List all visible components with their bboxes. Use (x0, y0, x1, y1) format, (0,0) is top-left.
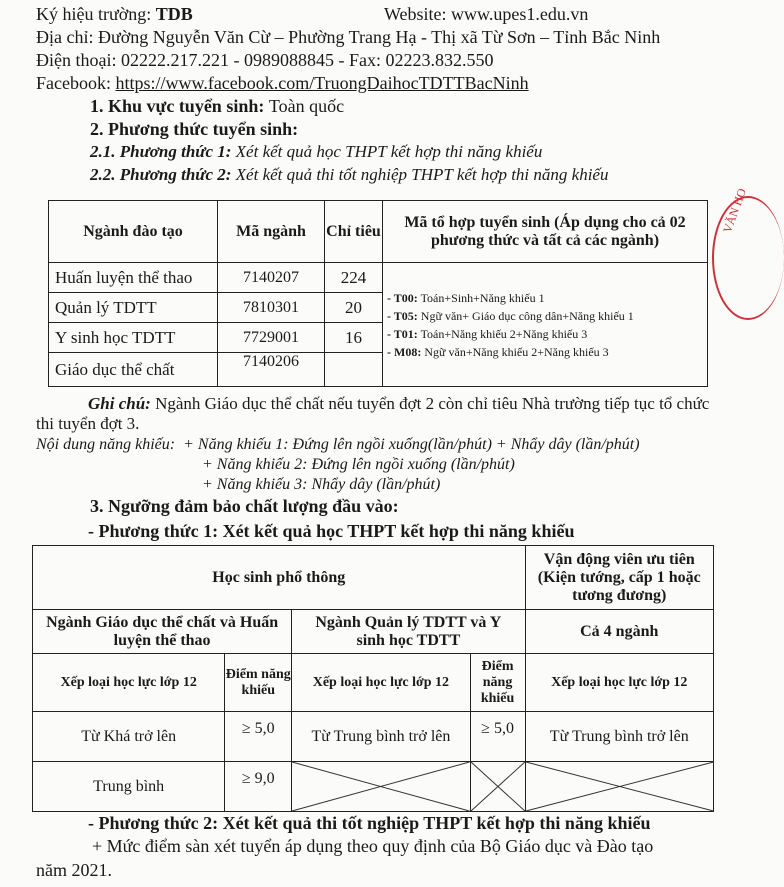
facebook-label: Facebook: (36, 73, 116, 93)
row-code: 7810301 (218, 293, 325, 323)
talent-line-1 (36, 436, 640, 454)
section3-title: 3. Ngưỡng đảm bảo chất lượng đầu vào: (90, 496, 399, 516)
threshold-col-row (33, 654, 714, 712)
row-rank-2: Từ Trung bình trở lên (292, 712, 470, 762)
threshold-table (32, 545, 714, 812)
row-score-2: ≥ 5,0 (470, 712, 525, 762)
combo-item (383, 289, 707, 307)
note-line (88, 394, 709, 414)
group-highschool: Học sinh phổ thông (33, 546, 526, 610)
note-text-2: thi tuyển đợt 3. (36, 414, 140, 433)
table-header-row (49, 201, 708, 263)
header-major: Ngành đào tạo (49, 201, 218, 263)
section2-title: 2. Phương thức tuyển sinh: (90, 119, 299, 139)
sub-all: Cả 4 ngành (525, 610, 713, 654)
website-text: Website: www.upes1.edu.vn (384, 4, 589, 24)
talent-3: + Năng khiếu 3: Nhẩy dây (lần/phút) (202, 476, 441, 493)
combo-item (383, 343, 707, 361)
threshold-group-row (33, 546, 714, 610)
section1-value: Toàn quốc (268, 96, 345, 116)
combo-item (383, 307, 707, 325)
crossed-cell (470, 762, 525, 812)
talent-1: + Năng khiếu 1: Đứng lên ngồi xuống(lần/phút) + Nhẩy dây (lần/phút) (183, 436, 640, 453)
group-athlete: Vận động viên ưu tiên (Kiện tướng, cấp 1 hoặc tương đương) (525, 546, 713, 610)
note-text: Ngành Giáo dục thể chất nếu tuyển đợt 2 còn chỉ tiêu Nhà trường tiếp tục tổ chức (150, 394, 710, 413)
combo-item (383, 325, 707, 343)
header-quota: Chỉ tiêu (325, 201, 383, 263)
method1-label: 2.1. Phương thức 1: (90, 142, 232, 161)
threshold-sub-row (33, 610, 714, 654)
section1-title: 1. Khu vực tuyển sinh: (90, 96, 269, 116)
facebook-link[interactable]: https://www.facebook.com/TruongDaihocTDTTBacNinh (115, 73, 529, 93)
row-code: 7140206 (218, 353, 325, 387)
col-rank-2: Xếp loại học lực lớp 12 (292, 654, 470, 712)
crossed-cell (525, 762, 713, 812)
stamp-text: VĂN HO (720, 186, 750, 235)
row-score-1: ≥ 5,0 (225, 712, 292, 762)
col-score-1: Điểm năng khiếu (225, 654, 292, 712)
combo-cell (383, 263, 708, 387)
note-label: Ghi chú: (88, 394, 151, 413)
phone-text: Điện thoại: 02222.217.221 - 0989088845 - Fax: 02223.832.550 (36, 50, 494, 70)
row-quota: 224 (325, 263, 383, 293)
school-code-line (36, 4, 193, 25)
section1-line (90, 96, 344, 117)
combo-text: Ngữ văn+Năng khiếu 2+Năng khiếu 3 (421, 344, 609, 359)
combo-code: - M08: (387, 344, 422, 359)
row-major: Quản lý TDTT (49, 293, 218, 323)
table-row (49, 263, 708, 293)
row-score-1: ≥ 9,0 (225, 762, 292, 812)
row-code: 7140207 (218, 263, 325, 293)
method2-text: Xét kết quả thi tốt nghiệp THPT kết hợp thi năng khiếu (231, 165, 609, 184)
stamp-edge (712, 196, 784, 320)
crossed-cell (292, 762, 470, 812)
method1-line (90, 142, 542, 162)
combo-code: - T05: (387, 308, 418, 323)
section3-method2-title: - Phương thức 2: Xét kết quả thi tốt nghiệp THPT kết hợp thi năng khiếu (88, 813, 651, 833)
header-combo: Mã tổ hợp tuyển sinh (Áp dụng cho cả 02 phương thức và tất cả các ngành) (383, 201, 708, 263)
row-code: 7729001 (218, 323, 325, 353)
section3-method1-title: - Phương thức 1: Xét kết quả học THPT kết hợp thi năng khiếu (88, 521, 575, 541)
combo-text: Toán+Năng khiếu 2+Năng khiếu 3 (417, 326, 588, 341)
combo-code: - T00: (387, 290, 418, 305)
cross-mark (471, 762, 525, 811)
threshold-row (33, 712, 714, 762)
address-text: Địa chỉ: Đường Nguyễn Văn Cừ – Phường Trang Hạ - Thị xã Từ Sơn – Tỉnh Bắc Ninh (36, 27, 661, 47)
cross-mark (526, 762, 713, 811)
row-major: Huấn luyện thể thao (49, 263, 218, 293)
row-quota (325, 353, 383, 387)
row-rank-3: Từ Trung bình trở lên (525, 712, 713, 762)
row-quota: 20 (325, 293, 383, 323)
method2-note: + Mức điểm sàn xét tuyển áp dụng theo quy định của Bộ Giáo dục và Đào tạo (92, 836, 654, 856)
method2-line (90, 165, 608, 185)
combo-code: - T01: (387, 326, 418, 341)
sub-gdtc: Ngành Giáo dục thể chất và Huấn luyện thể thao (33, 610, 292, 654)
combo-text: Ngữ văn+ Giáo dục công dân+Năng khiếu 1 (417, 308, 634, 323)
row-quota: 16 (325, 323, 383, 353)
school-code: TDB (155, 4, 193, 24)
row-rank-1: Trung bình (33, 762, 225, 812)
combo-text: Toán+Sinh+Năng khiếu 1 (417, 290, 545, 305)
talent-2: + Năng khiếu 2: Đứng lên ngồi xuống (lần/phút) (202, 456, 515, 473)
talent-label: Nội dung năng khiếu: (36, 436, 176, 453)
header-code: Mã ngành (218, 201, 325, 263)
method2-note-2: năm 2021. (36, 860, 112, 880)
row-rank-1: Từ Khá trở lên (33, 712, 225, 762)
method2-label: 2.2. Phương thức 2: (90, 165, 232, 184)
school-code-label: Ký hiệu trường: (36, 4, 156, 24)
row-major: Giáo dục thể chất (49, 353, 218, 387)
admission-table (48, 200, 708, 387)
cross-mark (292, 762, 469, 811)
threshold-row (33, 762, 714, 812)
sub-quanly: Ngành Quản lý TDTT và Y sinh học TDTT (292, 610, 525, 654)
col-rank-3: Xếp loại học lực lớp 12 (525, 654, 713, 712)
row-major: Y sinh học TDTT (49, 323, 218, 353)
facebook-line (36, 73, 529, 94)
method1-text: Xét kết quả học THPT kết hợp thi năng khiếu (231, 142, 543, 161)
col-rank-1: Xếp loại học lực lớp 12 (33, 654, 225, 712)
col-score-2: Điểm năng khiếu (470, 654, 525, 712)
